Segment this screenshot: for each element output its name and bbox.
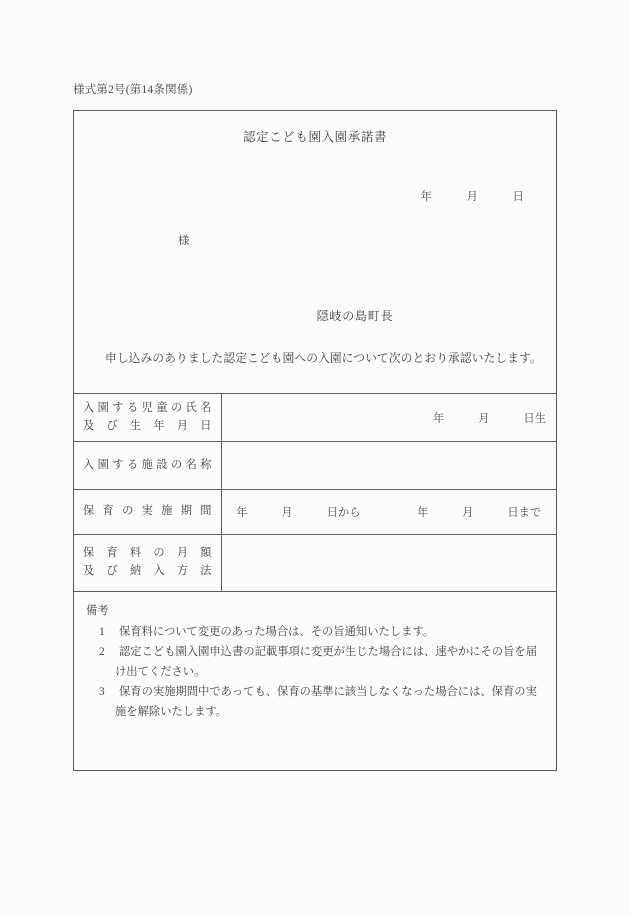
table-row-facility-name xyxy=(74,442,556,490)
remarks-note xyxy=(86,682,542,722)
remarks-note-text-main: 認定こども園入園申込書の記載事項に変更が生じた場合には、速やかにその旨を届 xyxy=(119,645,537,658)
row-label-line-1: 保育料の月額 xyxy=(83,547,212,560)
row-label-care-period xyxy=(74,490,221,535)
row-label-facility-name xyxy=(74,442,221,490)
form-number: 様式第2号(第14条関係) xyxy=(73,84,193,96)
remarks-title: 備考 xyxy=(86,604,109,617)
remarks-note-number: 3 xyxy=(99,685,105,698)
remarks-note xyxy=(86,642,542,682)
application-details-table xyxy=(74,393,556,591)
row-value-care-period[interactable]: 年 月 日から 年 月 日まで xyxy=(221,490,556,535)
row-label-child-name xyxy=(74,394,221,442)
remarks-section xyxy=(74,591,556,723)
row-label-line-2: 及び納入方法 xyxy=(83,564,212,577)
form-frame xyxy=(73,110,557,771)
row-label-line-1: 入園する児童の氏名 xyxy=(83,402,212,415)
row-label-line-1: 保育の実施期間 xyxy=(83,505,212,518)
remarks-note-text xyxy=(115,682,542,722)
page-title: 認定こども園入園承諾書 xyxy=(242,130,388,144)
table-row-fee xyxy=(74,535,556,591)
issue-date-line: 年 月 日 xyxy=(420,191,524,203)
table-row-child-name xyxy=(74,394,556,442)
remarks-note-text-main: 保育の実施期間中であっても、保育の基準に該当しなくなった場合には、保育の実 xyxy=(119,685,537,698)
row-label-line-1: 入園する施設の名称 xyxy=(83,458,212,471)
row-label-fee xyxy=(74,535,221,591)
row-value-child-birthdate[interactable]: 年 月 日生 xyxy=(221,394,556,442)
remarks-note-number: 1 xyxy=(99,625,105,638)
table-row-care-period xyxy=(74,490,556,535)
remarks-note-text: 保育料について変更のあった場合は、その旨通知いたします。 xyxy=(119,625,435,638)
issuer-name: 隠岐の島町長 xyxy=(316,309,394,323)
remarks-note xyxy=(86,622,542,642)
row-value-fee[interactable] xyxy=(221,535,556,591)
row-value-facility-name[interactable] xyxy=(221,442,556,490)
remarks-note-text-continuation: 施を解除いたします。 xyxy=(115,705,228,718)
remarks-note-text xyxy=(115,642,542,682)
remarks-note-text-continuation: け出てください。 xyxy=(115,665,206,678)
form-header-area xyxy=(74,111,556,393)
remarks-note-number: 2 xyxy=(99,645,105,658)
approval-statement: 申し込みのありました認定こども園への入園について次のとおり承認いたします。 xyxy=(105,352,542,365)
row-label-line-2: 及び生年月日 xyxy=(83,419,212,432)
addressee-honorific: 様 xyxy=(178,235,190,247)
